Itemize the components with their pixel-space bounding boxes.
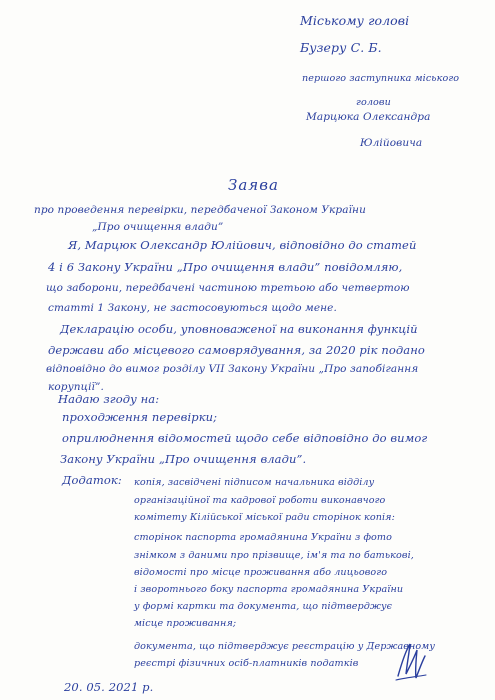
consent-item-1: проходження перевірки; xyxy=(62,410,218,424)
addressee-line-2: Бузеру С. Б. xyxy=(300,40,382,55)
attachment-2-line-1: сторінок паспорта громадянина України з фото xyxy=(134,532,393,543)
attachment-1-line-3: комітету Кілійської міської ради сторінок копія: xyxy=(134,512,395,523)
attachment-3-line-1: документа, що підтверджує реєстрацію у Державному xyxy=(134,641,435,652)
paragraph-2-line-3: відповідно до вимог розділу VII Закону України „Про запобігання xyxy=(46,363,419,375)
document-title: Заява xyxy=(228,176,279,194)
sender-line-3: Марцюка Олександра xyxy=(306,111,431,123)
signature-icon xyxy=(392,640,430,684)
paragraph-1-line-4: статті 1 Закону, не застосовуються щодо мене. xyxy=(48,302,337,314)
consent-item-2-line-1: оприлюднення відомостей щодо себе відповідно до вимог xyxy=(62,431,428,445)
attachment-2-line-2: знімком з даними про прізвище, ім'я та по батькові, xyxy=(134,550,414,561)
subject-line-2: „Про очищення влади” xyxy=(92,221,224,233)
attachment-2-line-4: і зворотнього боку паспорта громадянина України xyxy=(134,584,404,595)
paragraph-2-line-2: держави або місцевого самоврядування, за 2020 рік подано xyxy=(48,343,425,357)
attachment-2-line-3: відомості про місце проживання або лицьового xyxy=(134,567,388,578)
attachments-label: Додаток: xyxy=(62,473,122,487)
attachment-3-line-2: реєстрі фізичних осіб-платників податків xyxy=(134,658,359,669)
document-date: 20. 05. 2021 р. xyxy=(64,680,154,694)
attachment-1-line-1: копія, засвідчені підписом начальника відділу xyxy=(134,477,375,488)
sender-line-1: першого заступника міського xyxy=(302,73,460,84)
attachment-2-line-6: місце проживання; xyxy=(134,618,237,629)
paragraph-1-line-1: Я, Марцюк Олександр Юлійович, відповідно до статей xyxy=(68,238,417,252)
paragraph-1-line-3: що заборони, передбачені частиною третьою або четвертою xyxy=(46,282,410,294)
consent-item-2-line-2: Закону України „Про очищення влади”. xyxy=(60,452,307,466)
subject-line-1: про проведення перевірки, передбаченої Законом України xyxy=(34,204,366,216)
paragraph-2-line-4: корупції”. xyxy=(48,381,104,393)
paragraph-2-line-1: Декларацію особи, уповноваженої на виконання функцій xyxy=(60,322,418,336)
attachment-1-line-2: організаційної та кадрової роботи виконавчого xyxy=(134,495,386,506)
addressee-line-1: Міському голові xyxy=(300,13,410,28)
paragraph-1-line-2: 4 і 6 Закону України „Про очищення влади” повідомляю, xyxy=(48,260,403,274)
sender-line-4: Юлійовича xyxy=(360,137,423,149)
sender-line-2: голови xyxy=(356,97,391,108)
attachment-2-line-5: у формі картки та документа, що підтверджує xyxy=(134,601,393,612)
consent-heading: Надаю згоду на: xyxy=(58,392,160,406)
